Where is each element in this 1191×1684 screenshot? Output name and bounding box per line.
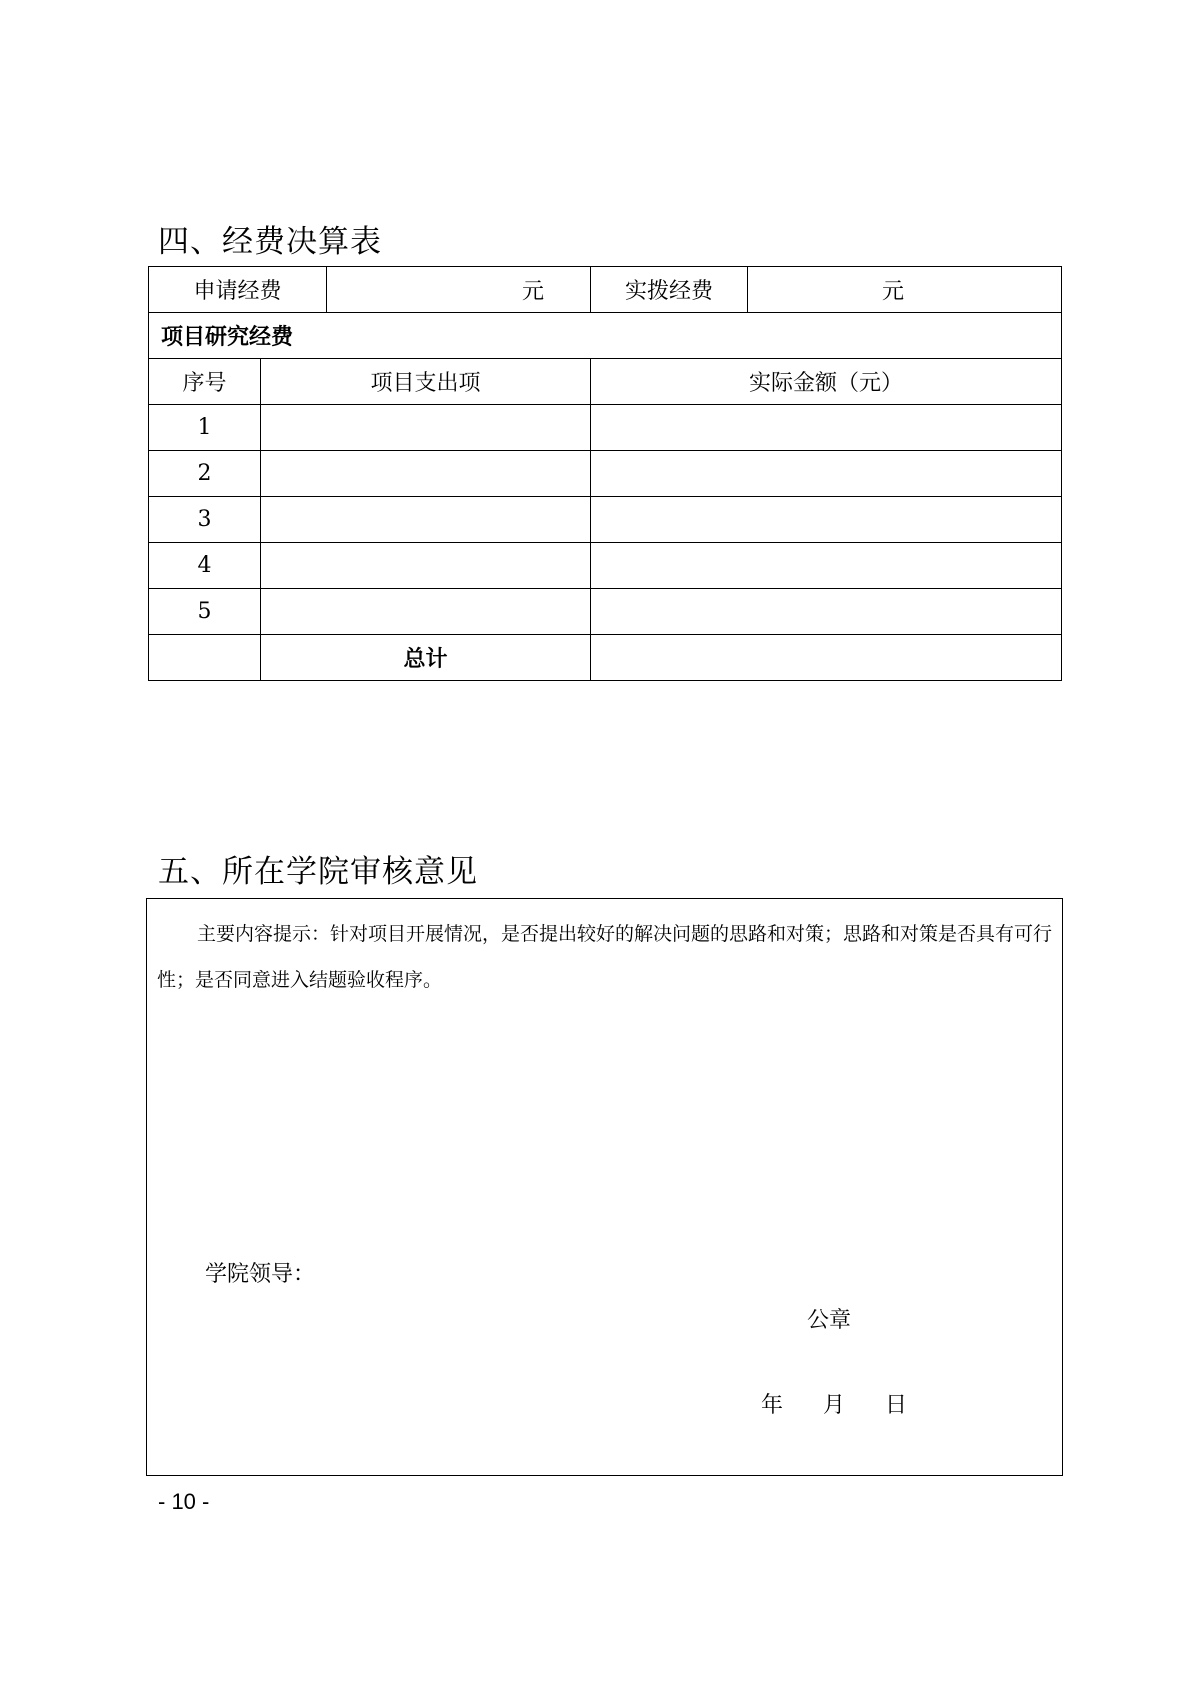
date-month-label: 月: [823, 1393, 846, 1418]
grant-unit: 元: [882, 279, 905, 304]
table-row: [149, 543, 1062, 589]
section-title-budget: 四、经费决算表: [158, 224, 382, 260]
official-seal-label: 公章: [807, 1308, 852, 1333]
row-amount-field[interactable]: [591, 451, 1062, 497]
total-amount-field[interactable]: [591, 635, 1062, 681]
budget-table: [148, 266, 1062, 681]
header-amount: 实际金额（元）: [591, 359, 1062, 405]
row-no: 2: [149, 451, 261, 497]
table-row: [149, 497, 1062, 543]
college-leader-label: 学院领导：: [205, 1262, 316, 1287]
apply-amount-field[interactable]: [327, 267, 591, 313]
research-fund-label: 项目研究经费: [149, 313, 1062, 359]
date-day-label: 日: [885, 1393, 908, 1418]
total-no-cell: [149, 635, 261, 681]
table-row: [149, 405, 1062, 451]
row-item-field[interactable]: [261, 405, 591, 451]
budget-summary-row: [149, 267, 1062, 313]
row-item-field[interactable]: [261, 451, 591, 497]
grant-label: 实拨经费: [591, 267, 748, 313]
row-no: 1: [149, 405, 261, 451]
table-row: [149, 589, 1062, 635]
row-amount-field[interactable]: [591, 497, 1062, 543]
review-hint-text: 主要内容提示：针对项目开展情况，是否提出较好的解决问题的思路和对策；思路和对策是否具有可行性；是否同意进入结题验收程序。: [157, 923, 1053, 991]
date-year-label: 年: [761, 1393, 784, 1418]
page-number: - 10 -: [158, 1489, 210, 1514]
row-item-field[interactable]: [261, 589, 591, 635]
total-row: [149, 635, 1062, 681]
row-no: 4: [149, 543, 261, 589]
table-row: [149, 451, 1062, 497]
date-line: [761, 1388, 907, 1419]
section-title-review: 五、所在学院审核意见: [158, 854, 478, 890]
row-amount-field[interactable]: [591, 543, 1062, 589]
row-amount-field[interactable]: [591, 589, 1062, 635]
apply-label: 申请经费: [149, 267, 327, 313]
row-item-field[interactable]: [261, 497, 591, 543]
research-fund-row: [149, 313, 1062, 359]
apply-unit: 元: [522, 279, 545, 304]
row-amount-field[interactable]: [591, 405, 1062, 451]
header-no: 序号: [149, 359, 261, 405]
row-no: 5: [149, 589, 261, 635]
total-label: 总计: [261, 635, 591, 681]
row-no: 3: [149, 497, 261, 543]
row-item-field[interactable]: [261, 543, 591, 589]
table-header-row: [149, 359, 1062, 405]
header-item: 项目支出项: [261, 359, 591, 405]
review-opinion-box[interactable]: [146, 898, 1063, 1476]
grant-amount-field[interactable]: [748, 267, 1062, 313]
